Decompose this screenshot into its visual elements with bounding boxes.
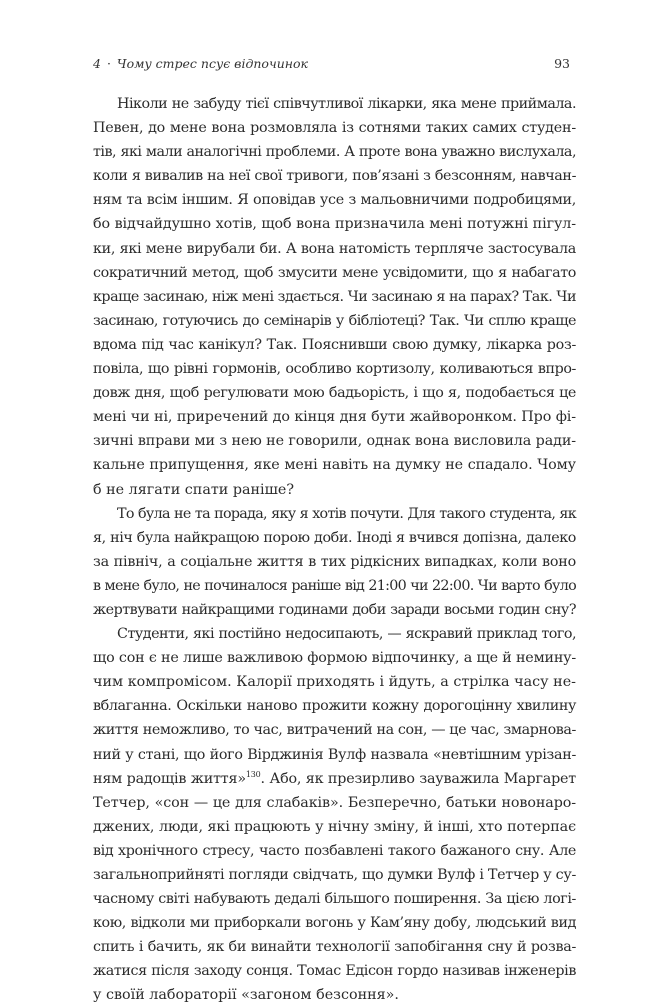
text-line: у своїй лабораторії «загоном безсоння».	[93, 987, 399, 1004]
text-line: жертвувати найкращими годинами доби заради восьми годин сну?	[93, 601, 576, 618]
text-line-with-footnote	[93, 767, 576, 791]
text-line: мені чи ні, приречений до кінця дня бути жайворонком. Про фі-	[93, 409, 576, 426]
text-line: жатися після заходу сонця. Томас Едісон гордо називав інженерів	[93, 963, 576, 980]
text-line: Тетчер, «сон — це для слабаків». Безперечно, батьки новонаро-	[93, 794, 576, 811]
text-line: сократичний метод, щоб змусити мене усвідомити, що я набагато	[93, 264, 576, 281]
text-line: джених, люди, які працюють у нічну зміну, й інші, хто потерпає	[93, 818, 576, 835]
text-line: я, ніч була найкращою порою доби. Іноді я вчився допізна, далеко	[93, 529, 576, 546]
text-line: що сон є не лише важливою формою відпочинку, а ще й немину-	[93, 650, 576, 667]
text-line: То була не та порада, яку я хотів почути. Для такого студента, як	[117, 505, 576, 522]
body-text	[93, 92, 576, 1008]
paragraph-2	[93, 502, 576, 622]
text-line: бо відчайдушно хотів, щоб вона призначила мені потужні пігул-	[93, 216, 576, 233]
text-line: коли я вивалив на неї свої тривоги, пов’язані з безсонням, навчан-	[93, 168, 576, 185]
text-line: кою, відколи ми приборкали вогонь у Кам’яну добу, людський вид	[93, 915, 576, 932]
text-line: Ніколи не забуду тієї співчутливої лікарки, яка мене приймала.	[117, 96, 576, 112]
text-line: за північ, а соціальне життя в тих рідкісних випадках, коли воно	[93, 553, 576, 570]
running-head	[93, 56, 308, 71]
text-fragment: ням радощів життя»	[93, 770, 246, 787]
text-line: зичні вправи ми з нею не говорили, однак вона висловила ради-	[93, 433, 576, 450]
text-fragment: . Або, як презирливо зауважила Маргарет	[260, 770, 576, 787]
text-line: довж дня, щоб регулювати мою бадьорість, і що я, подобається це	[93, 385, 576, 402]
chapter-title: Чому стрес псує відпочинок	[116, 56, 309, 71]
header-separator: ·	[106, 56, 111, 71]
text-line: вблаганна. Оскільки наново прожити кожну дорогоцінну хвилину	[93, 698, 576, 715]
text-line: життя неможливо, то час, витрачений на сон, — це час, змарнова-	[93, 722, 576, 739]
text-line: ням та всім іншим. Я оповідав усе з мальовничими подробицями,	[93, 192, 576, 209]
paragraph-3	[93, 622, 576, 1008]
text-line: Студенти, які постійно недосипають, — яскравий приклад того,	[117, 626, 576, 643]
text-line: чим компромісом. Калорії приходять і йдуть, а стрілка часу не-	[93, 674, 576, 691]
text-line: краще засинаю, ніж мені здається. Чи засинаю я на парах? Так. Чи	[93, 288, 576, 305]
text-line: вдома під час канікул? Так. Пояснивши свою думку, лікарка роз-	[93, 336, 576, 353]
text-line: повіла, що рівні гормонів, особливо кортизолу, коливаються впро-	[93, 361, 576, 378]
chapter-number: 4	[93, 56, 101, 71]
text-line: засинаю, готуючись до семінарів у бібліотеці? Так. Чи сплю краще	[93, 312, 576, 329]
text-line: кальне припущення, яке мені навіть на думку не спадало. Чому	[93, 457, 576, 474]
text-line: загальноприйняті погляди свідчать, що думки Вулф і Тетчер у су-	[93, 867, 576, 883]
text-line: ки, які мене вирубали би. А вона натомість терпляче застосувала	[93, 240, 576, 257]
footnote-ref: 130	[245, 769, 261, 779]
text-line: спить і бачить, як би винайти технології запобігання сну й розва-	[93, 939, 576, 956]
text-line: ний у стані, що його Вірджинія Вулф назвала «невтішним урізан-	[93, 746, 576, 763]
text-line: в мене було, не починалося раніше від 21:00 чи 22:00. Чи варто було	[93, 577, 576, 594]
text-line: Певен, до мене вона розмовляла із сотнями таких самих студен-	[93, 120, 576, 137]
text-line: часному світі набувають дедалі більшого поширення. За цією логі-	[93, 891, 576, 908]
text-line: б не лягати спати раніше?	[93, 481, 295, 498]
text-line: тів, які мали аналогічні проблеми. А проте вона уважно вислухала,	[93, 144, 576, 161]
paragraph-1	[93, 92, 576, 502]
page-number: 93	[554, 56, 570, 71]
text-line: від хронічного стресу, часто позбавлені такого бажаного сну. Але	[93, 842, 576, 859]
